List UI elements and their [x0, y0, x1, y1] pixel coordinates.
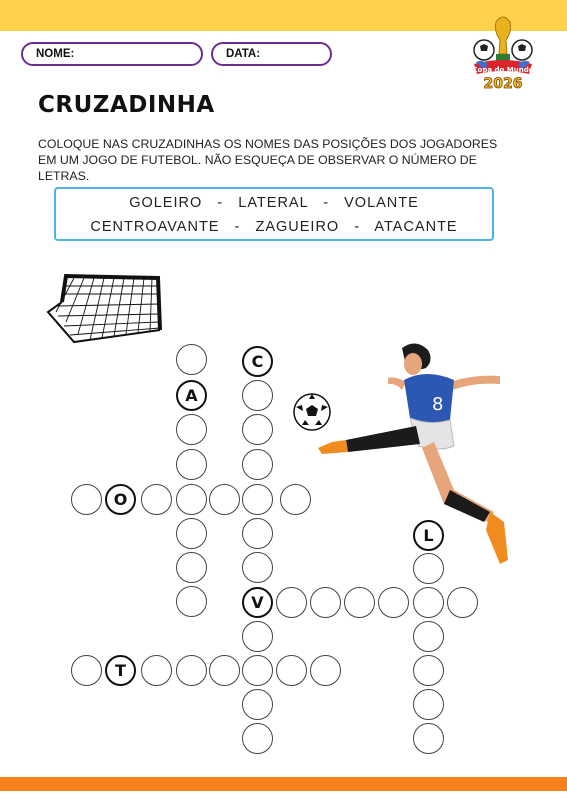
- word-bank-line-2: CENTROAVANTE - ZAGUEIRO - ATACANTE: [90, 219, 458, 235]
- crossword-cell[interactable]: [242, 621, 273, 652]
- crossword-cell[interactable]: [378, 587, 409, 618]
- crossword-cell[interactable]: [176, 518, 207, 549]
- crossword-cell[interactable]: [71, 655, 102, 686]
- nome-label: NOME:: [36, 48, 75, 60]
- nome-field[interactable]: [21, 42, 203, 66]
- crossword-cell[interactable]: [242, 518, 273, 549]
- crossword-cell[interactable]: [141, 484, 172, 515]
- crossword-hint-cell[interactable]: A: [176, 380, 207, 411]
- crossword-cell[interactable]: [209, 484, 240, 515]
- crossword-cell[interactable]: [310, 655, 341, 686]
- crossword-cell[interactable]: [242, 380, 273, 411]
- jersey-number: 8: [432, 394, 444, 415]
- crossword-cell[interactable]: [242, 689, 273, 720]
- crossword-cell[interactable]: [242, 414, 273, 445]
- crossword-cell[interactable]: [447, 587, 478, 618]
- world-cup-logo: [470, 8, 536, 98]
- data-label: DATA:: [226, 48, 261, 60]
- crossword-cell[interactable]: [242, 655, 273, 686]
- crossword-cell[interactable]: [176, 449, 207, 480]
- crossword-cell[interactable]: [276, 655, 307, 686]
- crossword-cell[interactable]: [176, 586, 207, 617]
- page-title: CRUZADINHA: [38, 92, 215, 118]
- crossword-cell[interactable]: [344, 587, 375, 618]
- crossword-cell[interactable]: [242, 484, 273, 515]
- crossword-cell[interactable]: [413, 587, 444, 618]
- crossword-cell[interactable]: [310, 587, 341, 618]
- crossword-cell[interactable]: [413, 553, 444, 584]
- crossword-hint-cell[interactable]: T: [105, 655, 136, 686]
- crossword-cell[interactable]: [413, 689, 444, 720]
- crossword-cell[interactable]: [413, 655, 444, 686]
- crossword-hint-cell[interactable]: V: [242, 587, 273, 618]
- crossword-cell[interactable]: [176, 484, 207, 515]
- crossword-hint-cell[interactable]: O: [105, 484, 136, 515]
- crossword-cell[interactable]: [71, 484, 102, 515]
- data-field[interactable]: [211, 42, 332, 66]
- instructions-text: COLOQUE NAS CRUZADINHAS OS NOMES DAS POSIÇÕES DOS JOGADORES EM UM JOGO DE FUTEBOL. NÃO ESQUEÇA DE OBSERVAR O NÚMERO DE LETRAS.: [38, 137, 498, 183]
- crossword-cell[interactable]: [209, 655, 240, 686]
- crossword-cell[interactable]: [176, 414, 207, 445]
- crossword-cell[interactable]: [141, 655, 172, 686]
- crossword-cell[interactable]: [242, 723, 273, 754]
- word-bank-line-1: GOLEIRO - LATERAL - VOLANTE: [129, 195, 419, 211]
- logo-text-1: Copa do Mundo: [472, 66, 534, 74]
- word-bank: [54, 187, 494, 241]
- crossword-cell[interactable]: [176, 344, 207, 375]
- crossword-hint-cell[interactable]: C: [242, 346, 273, 377]
- crossword-cell[interactable]: [413, 621, 444, 652]
- crossword-hint-cell[interactable]: L: [413, 520, 444, 551]
- logo-text-2: 2026: [483, 76, 523, 92]
- crossword-cell[interactable]: [242, 552, 273, 583]
- goal-net-icon: [44, 272, 164, 344]
- crossword-cell[interactable]: [280, 484, 311, 515]
- crossword-cell[interactable]: [413, 723, 444, 754]
- bottom-color-bar: [0, 777, 567, 791]
- crossword-cell[interactable]: [176, 655, 207, 686]
- crossword-cell[interactable]: [176, 552, 207, 583]
- crossword-cell[interactable]: [276, 587, 307, 618]
- crossword-cell[interactable]: [242, 449, 273, 480]
